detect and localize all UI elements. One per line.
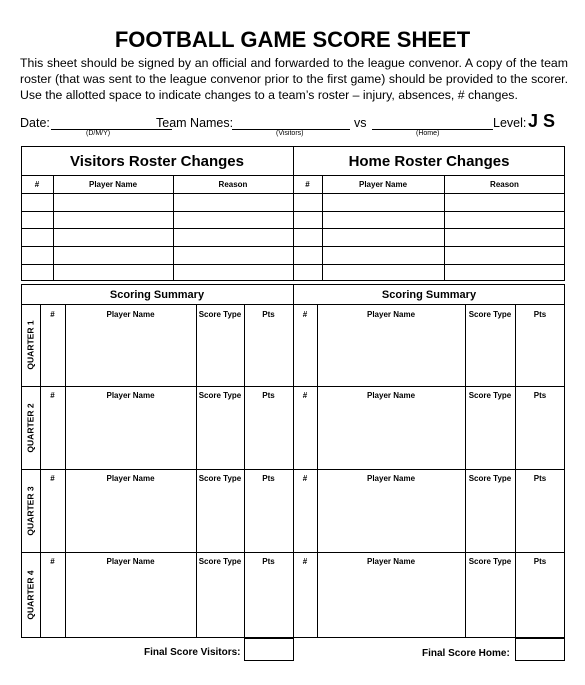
quarter-2-label: QUARTER 2: [26, 402, 36, 453]
sheet-title: FOOTBALL GAME SCORE SHEET: [114, 27, 471, 52]
home-hint: (Home): [416, 130, 440, 137]
q4-visitors-num-header: #: [50, 557, 55, 566]
q2-visitors-pts-header: Pts: [262, 391, 275, 400]
date-label: Date:: [20, 116, 50, 130]
q1-visitors-pts-header: Pts: [262, 310, 275, 319]
level-value: J S: [528, 111, 556, 131]
visitors-roster-reason-header: Reason: [218, 180, 248, 189]
date-hint: (D/M/Y): [86, 130, 111, 137]
level-label: Level:: [493, 116, 527, 130]
q4-visitors-pts-header: Pts: [262, 557, 275, 566]
q3-visitors-player-header: Player Name: [106, 474, 155, 483]
q2-home-player-header: Player Name: [366, 391, 416, 400]
home-roster-player-header: Player Name: [358, 180, 408, 189]
final-score-home-label: Final Score Home:: [422, 648, 510, 659]
date-field[interactable]: [51, 129, 172, 130]
quarter-3-label: QUARTER 3: [26, 485, 36, 536]
q3-home-pts-header: Pts: [533, 474, 547, 483]
q1-home-type-header: Score Type: [468, 310, 512, 319]
q2-home-num-header: #: [302, 391, 308, 400]
home-roster-num-header: #: [305, 180, 310, 189]
q4-visitors-type-header: Score Type: [198, 557, 242, 566]
quarter-4-label: QUARTER 4: [26, 570, 36, 620]
q3-visitors-num-header: #: [50, 474, 55, 483]
q1-home-pts-header: Pts: [533, 310, 547, 319]
final-score-visitors-label: Final Score Visitors:: [144, 647, 241, 658]
q2-visitors-type-header: Score Type: [198, 391, 242, 400]
q3-home-player-header: Player Name: [366, 474, 416, 483]
final-score-home-field[interactable]: [515, 638, 565, 661]
q4-home-num-header: #: [302, 557, 308, 566]
q4-home-pts-header: Pts: [533, 557, 547, 566]
home-roster-title: Home Roster Changes: [348, 152, 510, 170]
q4-visitors-player-header: Player Name: [106, 557, 155, 566]
game-info-line: [20, 113, 565, 143]
q2-visitors-num-header: #: [50, 391, 55, 400]
q1-home-player-header: Player Name: [366, 310, 416, 319]
instructions-paragraph: This sheet should be signed by an official and forwarded to the league convenor. A copy of the team roster (that was sent to the league convenor prior to the first game) should be provided to the scorer. Use the allotted space to indicate changes to a team’s roster – injury, absences, # changes.: [20, 56, 568, 102]
q1-home-num-header: #: [302, 310, 308, 319]
scoring-summary-title-left: Scoring Summary: [109, 289, 205, 301]
q2-home-type-header: Score Type: [468, 391, 512, 400]
quarter-1-label: QUARTER 1: [26, 320, 36, 370]
q3-visitors-type-header: Score Type: [198, 474, 242, 483]
scoring-summary-title-right: Scoring Summary: [381, 289, 477, 301]
final-score-visitors-field[interactable]: [244, 638, 294, 661]
q4-home-player-header: Player Name: [366, 557, 416, 566]
q2-visitors-player-header: Player Name: [106, 391, 155, 400]
q3-visitors-pts-header: Pts: [262, 474, 275, 483]
visitors-roster-player-header: Player Name: [88, 180, 138, 189]
vs-label: vs: [354, 116, 367, 130]
visitors-hint: (Visitors): [276, 130, 304, 137]
q1-visitors-type-header: Score Type: [198, 310, 242, 319]
q1-visitors-player-header: Player Name: [106, 310, 155, 319]
q3-home-num-header: #: [302, 474, 308, 483]
q3-home-type-header: Score Type: [468, 474, 512, 483]
q1-visitors-num-header: #: [50, 310, 55, 319]
visitors-roster-title: Visitors Roster Changes: [70, 152, 244, 170]
team-names-label: Team Names:: [156, 116, 234, 130]
visitors-roster-num-header: #: [34, 180, 40, 189]
q4-home-type-header: Score Type: [468, 557, 512, 566]
home-roster-reason-header: Reason: [490, 180, 519, 189]
q2-home-pts-header: Pts: [533, 391, 547, 400]
